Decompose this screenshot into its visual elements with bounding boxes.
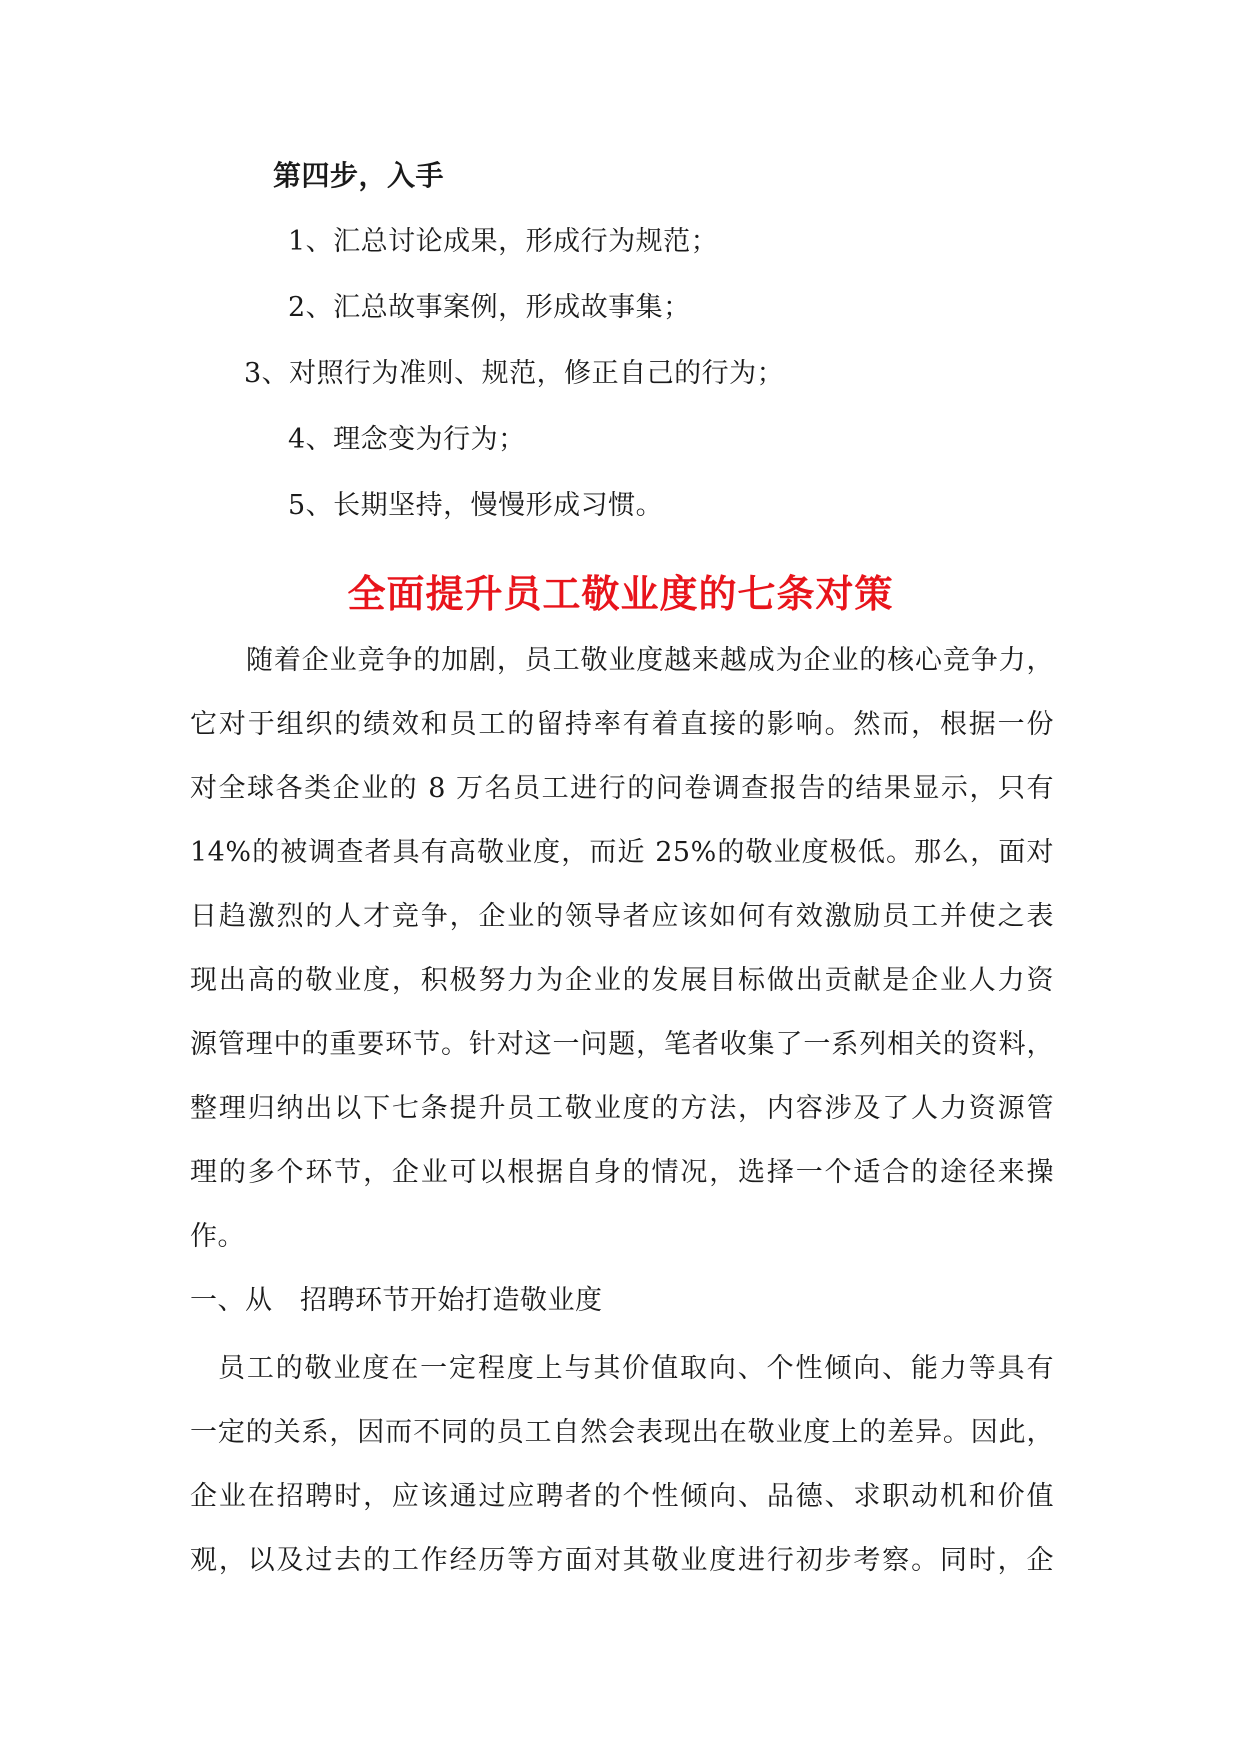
paragraph-line: 整理归纳出以下七条提升员工敬业度的方法，内容涉及了人力资源管: [190, 1093, 1054, 1124]
paragraph-line: 它对于组织的绩效和员工的留持率有着直接的影响。然而，根据一份: [190, 709, 1054, 740]
article-title: 全面提升员工敬业度的七条对策: [347, 571, 894, 616]
step-item: 1、汇总讨论成果，形成行为规范；: [288, 226, 719, 257]
paragraph-line: 理的多个环节，企业可以根据自身的情况，选择一个适合的途径来操: [190, 1157, 1054, 1188]
step-item: 3、对照行为准则、规范，修正自己的行为；: [244, 358, 785, 389]
paragraph-line: 随着企业竞争的加剧，员工敬业度越来越成为企业的核心竞争力，: [246, 645, 1054, 676]
step-heading: 第四步，入手: [273, 159, 445, 192]
paragraph-line: 源管理中的重要环节。针对这一问题，笔者收集了一系列相关的资料，: [190, 1029, 1054, 1060]
paragraph-line: 日趋激烈的人才竞争，企业的领导者应该如何有效激励员工并使之表: [190, 901, 1054, 932]
paragraph-line: 观，以及过去的工作经历等方面对其敬业度进行初步考察。同时，企: [190, 1545, 1054, 1576]
paragraph-line: 企业在招聘时，应该通过应聘者的个性倾向、品德、求职动机和价值: [190, 1481, 1054, 1512]
paragraph-line: 14%的被调查者具有高敬业度，而近 25%的敬业度极低。那么，面对: [190, 837, 1054, 868]
paragraph-line: 现出高的敬业度，积极努力为企业的发展目标做出贡献是企业人力资: [190, 965, 1054, 996]
step-item: 5、长期坚持，慢慢形成习惯。: [288, 490, 664, 521]
step-item: 4、理念变为行为；: [288, 424, 526, 455]
paragraph-line: 对全球各类企业的 8 万名员工进行的问卷调查报告的结果显示，只有: [190, 773, 1054, 804]
paragraph-line: 员工的敬业度在一定程度上与其价值取向、个性倾向、能力等具有: [218, 1353, 1054, 1384]
paragraph-line: 一定的关系，因而不同的员工自然会表现出在敬业度上的差异。因此，: [190, 1417, 1054, 1448]
step-item: 2、汇总故事案例，形成故事集；: [288, 292, 691, 323]
paragraph-line: 作。: [190, 1221, 245, 1252]
section-heading: 一、从 招聘环节开始打造敬业度: [190, 1285, 603, 1316]
